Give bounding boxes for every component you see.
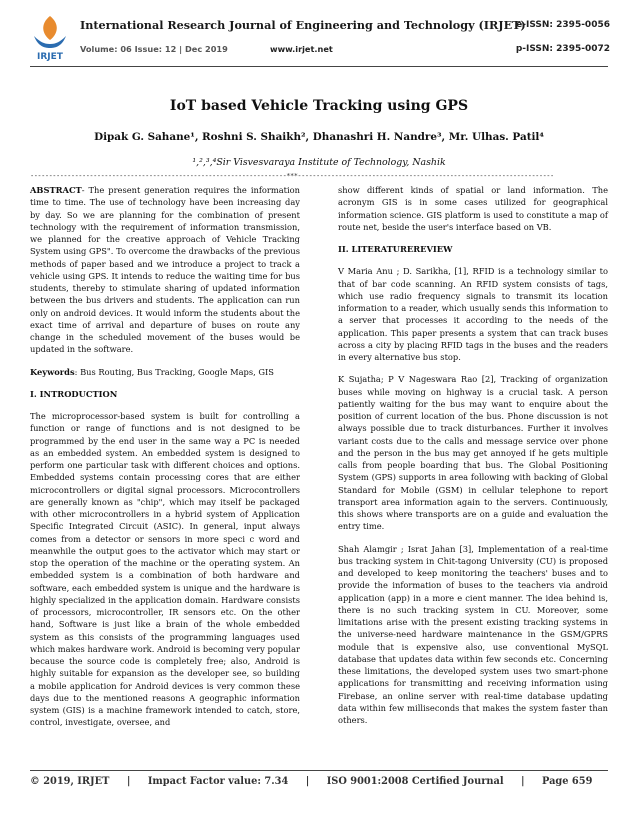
footer-separator: | (520, 776, 525, 787)
footer-separator: | (305, 776, 310, 787)
introduction-heading: I. INTRODUCTION (30, 388, 118, 399)
footer-rule (30, 770, 608, 771)
keywords-label: Keywords (30, 366, 75, 377)
literature-paragraph-2: K Sujatha; P V Nageswara Rao [2], Tracking of organization buses while moving on highway is a crucial task. A person patiently waiting for the bus may want to enquire about the position of current location of the bus. Phone discussion is not always possible due to track disturbances. Further it involves variant costs due to the calls and message service over phone and the person in the bus may get annoyed if he gets multiple calls from people boarding that bus. The Global Positioning System (GPS) supports in area following with backing of Global Standard for Mobile (GSM) in cellular telephone to report transport area information again to the servers. Continuously, this shows where transports are on a guide and evaluation the entry time. (338, 374, 608, 532)
journal-website: www.irjet.net (270, 44, 333, 54)
e-issn: e-ISSN: 2395-0056 (516, 20, 610, 30)
page-footer (30, 776, 608, 787)
volume-info: Volume: 06 Issue: 12 | Dec 2019 (80, 44, 228, 54)
keywords-paragraph (30, 366, 300, 378)
footer-page-number: Page 659 (541, 776, 593, 787)
irjet-logo-icon (30, 14, 70, 62)
paper-affiliation: ¹,²,³,⁴Sir Visvesvaraya Institute of Technology, Nashik (192, 157, 446, 168)
literature-review-heading: II. LITERATUREREVIEW (338, 244, 453, 254)
abstract-text: - The present generation requires the information time to time. The use of technology have been increasing day by day. So we are planning for the combination of present technology with the requirement of information transmission, we planned for the creative approach of Vehicle Tracking System using GPS". To overcome the drawbacks of the previous methods of paper based and we introduce a project to track a vehicle using GPS. It intends to reduce the waiting time for bus students, thereby to stimulate sharing of updated information between the bus drivers and students. The application can run only on android devices. It would inform the students about the exact time of arrival and departure of buses on route any change in the scheduled movement of the buses would be updated in the software. (30, 185, 300, 355)
footer-copyright: © 2019, IRJET (30, 776, 110, 787)
p-issn: p-ISSN: 2395-0072 (515, 44, 610, 54)
paper-title: IoT based Vehicle Tracking using GPS (169, 98, 469, 114)
journal-title: International Research Journal of Engineering and Technology (IRJET) (80, 18, 526, 32)
continuation-text: show different kinds of spatial or land information. The acronym GIS is in some cases utilized for geographical information science. GIS platform is used to constitute a map of route net, beside the user's interface based on VB. (338, 185, 608, 232)
abstract-label: ABSTRACT (30, 185, 82, 195)
right-column (338, 184, 608, 736)
footer-separator: | (126, 776, 131, 787)
section-separator: ---------------------------------------------------------------------***--------------------------------------------------------------------- (30, 172, 554, 180)
footer-impact-factor: Impact Factor value: 7.34 (147, 776, 289, 787)
literature-paragraph-3: Shah Alamgir ; Israt Jahan [3], Implementation of a real-time bus tracking system in Chit-tagong University (CU) is proposed and developed to keep monitoring the teachers' buses and to provide the information of buses to the teachers via android application (app) in a more e cient manner. The idea behind is, there is no such tracking system in CU. Moreover, some limitations arise with the present existing tracking systems in the universe-need hardware maintenance in the GSM/GPRS module that is expensive also, use conventional MySQL database that updates data within few seconds etc. Concerning these limitations, the developed system uses two smart-phone applications for transmitting and receiving information using Firebase, an online server with real-time database updating data within few milliseconds that makes the system faster than others. (338, 543, 608, 725)
paper-authors: Dipak G. Sahane¹, Roshni S. Shaikh², Dhanashri H. Nandre³, Mr. Ulhas. Patil⁴ (94, 131, 544, 143)
literature-paragraph-1: V Maria Anu ; D. Sarikha, [1], RFID is a technology similar to that of bar code scanning. An RFID system consists of tags, which use radio frequency signals to transmit its location information to a reader, which usually sends this information to a server that processes it according to the needs of the application. This paper presents a system that can track buses across a city by placing RFID tags in the buses and the readers in every alternative bus stop. (338, 266, 608, 362)
keywords-text: : Bus Routing, Bus Tracking, Google Maps, GIS (74, 366, 274, 377)
introduction-text: The microprocessor-based system is built for controlling a function or range of functions and is not designed to be programmed by the end user in the same way a PC is needed as an embedded system. An embedded system is designed to perform one particular task with different choices and options. Embedded systems contain processing cores that are either microcontrollers or digital signal processors. Microcontrollers are generally known as "chip", which may itself be packaged with other microcontrollers in a hybrid system of Application Specific Integrated Circuit (ASIC). In general, input always comes from a detector or sensors in more speci c word and meanwhile the output goes to the activator which may start or stop the operation of the machine or the operating system. An embedded system is a combination of both hardware and software, each embedded system is unique and the hardware is highly specialized in the application domain. Hardware consists of processors, microcontroller, IR sensors etc. On the other hand, Software is just like a brain of the whole embedded system as this consists of the programming languages used which makes hardware work. Android is becoming very popular because the source code is completely free; also, Android is highly suitable for expansion as the developer see, so building a mobile application for Android devices is very common these days due to the mentioned reasons A geographic information system (GIS) is a machine framework intended to catch, store, control, investigate, oversee, and (30, 411, 300, 728)
footer-iso: ISO 9001:2008 Certified Journal (326, 776, 504, 787)
left-column (30, 184, 300, 739)
header-rule (30, 66, 608, 67)
journal-header (30, 14, 610, 66)
abstract-paragraph (30, 184, 300, 356)
svg-text:IRJET: IRJET (37, 52, 63, 62)
